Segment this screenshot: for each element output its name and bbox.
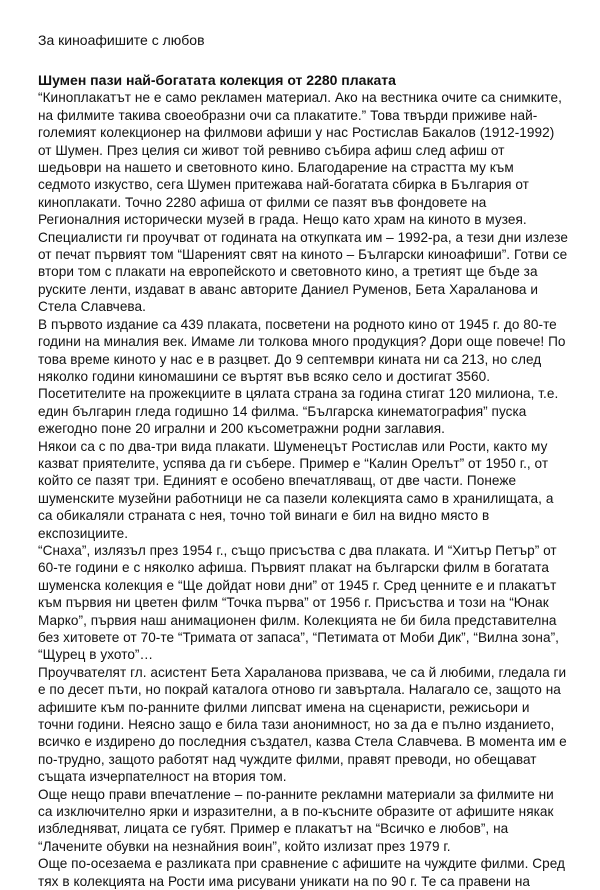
paragraph-7: Още по-осезаема е разликата при сравнение с афишите на чуждите филми. Сред тях в колекцията на Рости има рисувани уникати на по 90 г. Те са правени на: [38, 856, 566, 889]
page-title: За киноафишите с любов: [38, 32, 205, 48]
paragraph-4: “Снаха”, излязъл през 1954 г., също присъства с два плаката. И “Хитър Петър” от 60-те години е с няколко афиша. Първият плакат на български филм в богатата шуменска колекция е “Ще дойдат нови дни” от 1945 г. Сред ценните е и плакатът към първия ни цветен филм “Точка първа” от 1956 г. Присъства и този на “Юнак Марко”, първия наш анимационен филм. Колекцията не би била представителна без хитовете от 70-те “Тримата от запаса”, “Петимата от Моби Дик”, “Вилна зона”, “Щурец в ухото”…: [38, 542, 559, 663]
paragraph-3: Някои са с по два-три вида плакати. Шуменецът Ростислав или Рости, както му казват приятелите, успява да ги събере. Пример е “Калин Орелът” от 1950 г., от който се пазят три. Единият е особено впечатляващ, от две части. Понеже шуменските музейни работници не са пазели колекцията само в хранилищата, а са обикаляли страната с нея, точно той винаги е бил на видно място в експозициите.: [38, 438, 554, 541]
paragraph-5: Проучвателят гл. асистент Бета Хараланова призвава, че са й любими, гледала ги е по десет пъти, но покрай каталога отново ги завъртала. Налагало се, защото на афишите към по-ранните филми липсват имена на сценаристи, режисьори и точни години. Неясно защо е била тази анонимност, но за да е пълно изданието, всичко е издирено до последния създател, казва Стела Славчева. В момента им е по-трудно, защото работят над чуждите филми, правят преводи, но обещават същата изчерпателност на втория том.: [38, 664, 567, 785]
paragraph-6: Още нещо прави впечатление – по-ранните рекламни материали за филмите ни са изключително ярки и изразителни, а в по-късните образите от афишите някак избледняват, лицата се губят. Пример е плакатът на “Всичко е любов”, на “Лачените обувки на незнайния воин”, който излизат през 1979 г.: [38, 786, 554, 854]
article-headline: Шумен пази най-богатата колекция от 2280 плаката: [38, 72, 396, 88]
paragraph-2: В първото издание са 439 плаката, посветени на родното кино от 1945 г. до 80-те години на миналия век. Имаме ли толкова много продукция? Дори още повече! По това време киното у нас е в разцвет. До 9 септември кината ни са 213, но след няколко години киномашини се въртят във всяко село и достигат 3560. Посетителите на прожекциите в цялата страна за година стигат 120 милиона, т.е. един българин гледа годишно 14 филма. “Българска кинематография” пуска ежегодно поне 20 игрални и 200 късометражни родни заглавия.: [38, 316, 566, 437]
paragraph-1: “Киноплакатът не е само рекламен материал. Ако на вестника очите са снимките, на филмите такива своеобразни очи са плакатите.” Това твърди приживе най-големият колекционер на филмови афиши у нас Ростислав Бакалов (1912-1992) от Шумен. През целия си живот той ревниво събира афиш след афиш от шедьоври на нашето и световното кино. Благодарение на страстта му към седмото изкуство, сега Шумен притежава най-богатата сбирка в България от киноплакати. Точно 2280 афиша от филми се пазят във фондовете на Регионалния исторически музей в града. Нещо като храм на киното в музея. Специалисти ги проучват от годината на откупката им – 1992-ра, а тези дни излезе от печат първият том “Шареният свят на киното – Български киноафиши”. Готви се втори том с плакати на европейското и световното кино, а третият ще бъде за руските ленти, издават в аванс авторите Даниел Руменов, Бета Хараланова и Стела Славчева.: [38, 90, 568, 315]
article: [38, 72, 568, 890]
